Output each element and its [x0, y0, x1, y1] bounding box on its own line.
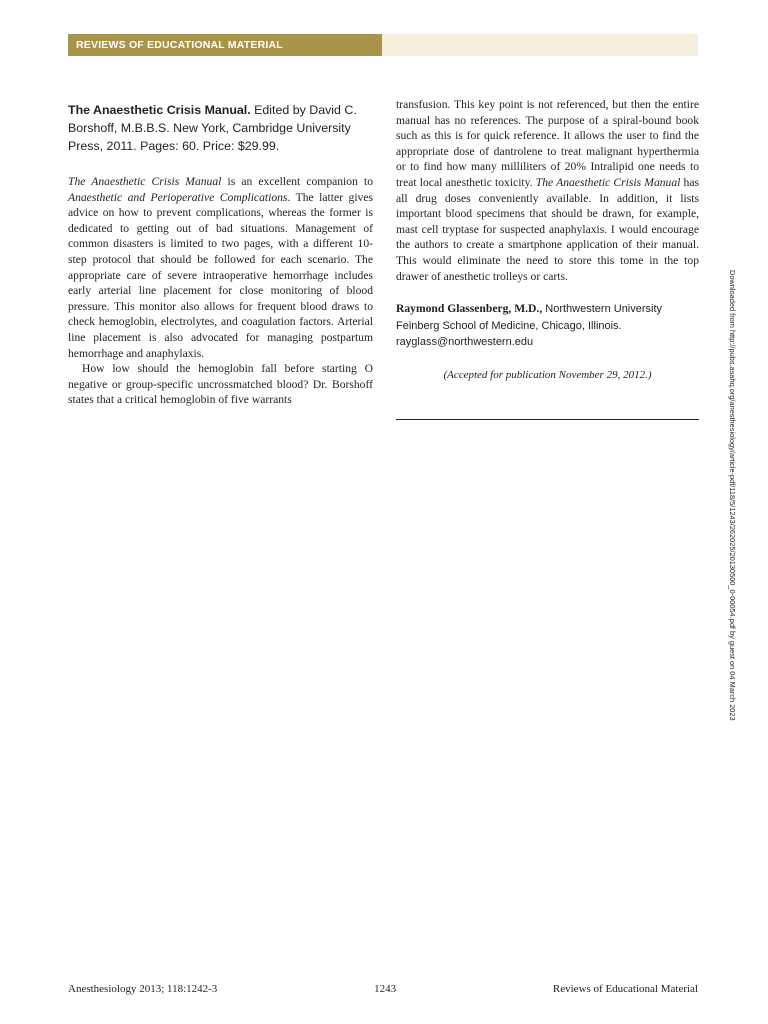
review-paragraph-1 — [68, 174, 373, 361]
footer-section: Reviews of Educational Material — [552, 983, 698, 995]
download-watermark: Downloaded from http://pubs.asahq.org/anesthesiology/article-pdf/118/5/1243/262025/20130500_0-00054.pdf by guest on 04 March 2023 — [728, 270, 737, 721]
section-label: REVIEWS OF EDUCATIONAL MATERIAL — [68, 34, 382, 56]
review-paragraph-3 — [396, 97, 699, 284]
book-title-italic: The Anaesthetic Crisis Manual — [535, 175, 681, 189]
book-citation — [68, 101, 373, 155]
accepted-date: (Accepted for publication November 29, 2012.) — [443, 368, 652, 381]
paragraph-text: is an excellent companion to — [221, 175, 373, 188]
author-signature — [396, 301, 699, 351]
paragraph-text: . The latter gives advice on how to prevent complications, whereas the former is dedicated to getting out of bad situations. Management of common disasters is limited to two pages, with a different 10- step protocol that should be followed for each scenario. The appropriate care of severe intraoperative hemorrhage includes early arterial line placement for close monitoring of blood pressure. This monitor also allows for frequent blood draws to check hemoglobin, electrolytes, and coagulation factors. Arterial line placement is also advocated for managing postpartum hemorrhage and anaphylaxis. — [68, 190, 373, 360]
section-header-bar — [68, 34, 698, 56]
paragraph-text: has all drug doses conveniently available. In addition, it lists important blood specimens that should be drawn, for example, mast cell tryptase for suspected anaphylaxis. I would encourage the authors to create a smartphone application of their manual. This would eliminate the need to store this tome in the top drawer of anesthetic trolleys or carts. — [396, 175, 699, 283]
left-column — [68, 101, 373, 408]
page-footer — [68, 983, 698, 995]
footer-journal: Anesthesiology 2013; 118:1242-3 — [68, 983, 218, 995]
footer-page-number: 1243 — [374, 983, 397, 995]
header-band — [382, 34, 698, 56]
end-rule — [396, 419, 699, 420]
paragraph-text: transfusion. This key point is not referenced, but then the entire manual has no references. The purpose of a spiral-bound book such as this is for quick reference. It allows the user to find the appropriate dose of dantrolene to treat malignant hyperthermia or to find how many milliliters of 20% Intralipid one needs to treat local anesthetic toxicity. — [396, 98, 699, 189]
book-title: The Anaesthetic Crisis Manual. — [68, 103, 251, 117]
book-title-italic: The Anaesthetic Crisis Manual — [68, 175, 222, 188]
review-paragraph-2: How low should the hemoglobin fall before starting O negative or group-specific uncrossmatched blood? Dr. Borshoff states that a critical hemoglobin of five warrants — [68, 362, 373, 407]
author-affiliation: Northwestern University Feinberg School of Medicine, Chicago, Illinois. rayglass@northwestern.edu — [396, 303, 663, 349]
author-name: Raymond Glassenberg, M.D., — [396, 302, 543, 316]
companion-title-italic: Anaesthetic and Perioperative Complications — [68, 190, 288, 204]
book-details: Edited by David C. Borshoff, M.B.B.S. New York, Cambridge University Press, 2011. Pages: 60. Price: $29.99. — [68, 103, 357, 153]
right-column — [396, 97, 699, 382]
